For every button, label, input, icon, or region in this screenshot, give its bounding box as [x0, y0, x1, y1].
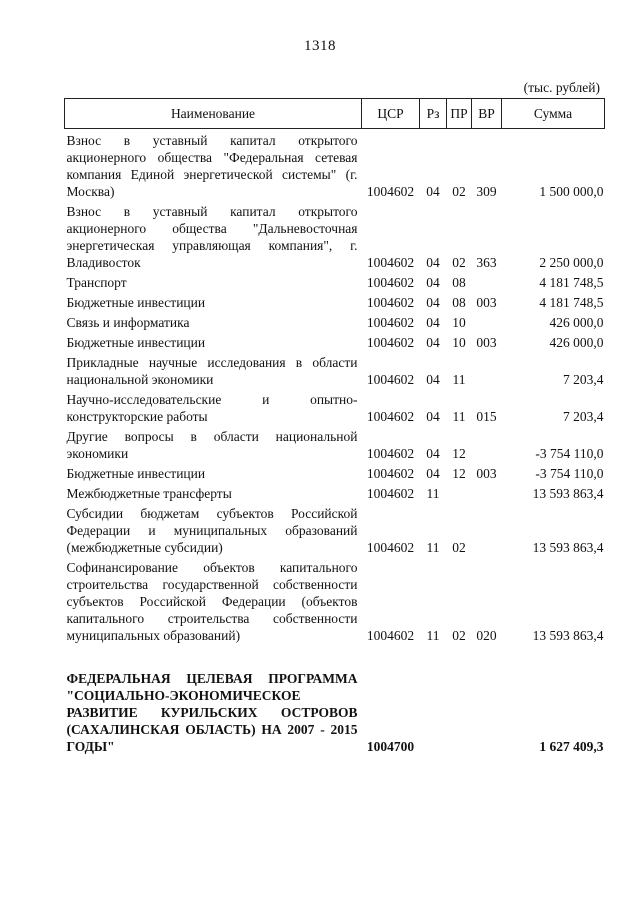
cell-name: Транспорт [66, 275, 127, 290]
cell-csr: 1004602 [366, 275, 415, 290]
cell-vr: 003 [476, 295, 497, 310]
cell-sum: 7 203,4 [563, 409, 604, 424]
cell-pr [447, 482, 472, 502]
budget-table [64, 98, 605, 755]
cell-rz: 04 [426, 184, 440, 199]
cell-name: Межбюджетные трансферты [66, 486, 232, 501]
cell-sum: 1 500 000,0 [539, 184, 604, 199]
cell-pr: 08 [452, 275, 466, 290]
cell-csr: 1004602 [366, 372, 415, 387]
table-row [65, 482, 605, 502]
cell-name: Субсидии бюджетам субъектов Российской Федерации и муниципальных образований (межбюджетные субсидии) [66, 506, 358, 555]
page-number: 1318 [304, 38, 336, 54]
cell-vr: 003 [476, 466, 497, 481]
cell-vr [472, 482, 502, 502]
cell-csr: 1004602 [366, 446, 415, 461]
cell-csr: 1004602 [366, 315, 415, 330]
cell-pr: 02 [452, 628, 466, 643]
cell-name: Софинансирование объектов капитального строительства государственной собственности субъектов Российской Федерации (объектов капитального строительства собственности муниципальных образований) [66, 560, 358, 643]
cell-vr [472, 311, 502, 331]
cell-rz [420, 644, 447, 755]
cell-name: ФЕДЕРАЛЬНАЯ ЦЕЛЕВАЯ ПРОГРАММА "СОЦИАЛЬНО-ЭКОНОМИЧЕСКОЕ РАЗВИТИЕ КУРИЛЬСКИХ ОСТРОВОВ (САХАЛИНСКАЯ ОБЛАСТЬ) НА 2007 - 2015 ГОДЫ" [66, 671, 358, 754]
cell-sum: 4 181 748,5 [539, 275, 604, 290]
table-row [65, 556, 605, 644]
cell-name: Бюджетные инвестиции [66, 466, 206, 481]
unit-note: (тыс. рублей) [523, 80, 600, 95]
cell-rz: 04 [426, 315, 440, 330]
table-row [65, 388, 605, 425]
cell-vr: 003 [476, 335, 497, 350]
cell-sum: 7 203,4 [563, 372, 604, 387]
table-row [65, 200, 605, 271]
cell-vr: 015 [476, 409, 497, 424]
cell-rz: 11 [426, 486, 440, 501]
cell-sum: 13 593 863,4 [532, 486, 604, 501]
cell-sum: 13 593 863,4 [532, 628, 604, 643]
cell-vr [472, 425, 502, 462]
header-vr: ВР [472, 99, 502, 129]
cell-sum: 426 000,0 [549, 315, 604, 330]
cell-csr: 1004602 [366, 540, 415, 555]
cell-vr: 309 [476, 184, 497, 199]
table-row [65, 351, 605, 388]
cell-vr [472, 502, 502, 556]
cell-pr: 02 [452, 540, 466, 555]
header-pr: ПР [447, 99, 472, 129]
cell-pr [447, 644, 472, 755]
cell-rz: 04 [426, 295, 440, 310]
cell-sum: 1 627 409,3 [539, 739, 604, 754]
cell-vr: 020 [476, 628, 497, 643]
cell-name: Другие вопросы в области национальной экономики [66, 429, 358, 461]
cell-sum: 2 250 000,0 [539, 255, 604, 270]
cell-vr [472, 271, 502, 291]
header-rz: Рз [420, 99, 447, 129]
table-row [65, 129, 605, 201]
cell-vr: 363 [476, 255, 497, 270]
cell-csr: 1004602 [366, 628, 415, 643]
cell-pr: 02 [452, 255, 466, 270]
cell-vr [472, 644, 502, 755]
table-row-program-total [65, 644, 605, 755]
table-row [65, 271, 605, 291]
cell-rz: 04 [426, 275, 440, 290]
header-csr: ЦСР [362, 99, 420, 129]
cell-rz: 04 [426, 466, 440, 481]
cell-pr: 11 [452, 409, 466, 424]
cell-csr: 1004602 [366, 184, 415, 199]
cell-name: Бюджетные инвестиции [66, 335, 206, 350]
cell-pr: 12 [452, 446, 466, 461]
cell-name: Прикладные научные исследования в области национальной экономики [66, 355, 358, 387]
cell-pr: 08 [452, 295, 466, 310]
table-row [65, 291, 605, 311]
header-name: Наименование [65, 99, 362, 129]
table-row [65, 502, 605, 556]
cell-pr: 10 [452, 335, 466, 350]
cell-sum: 4 181 748,5 [539, 295, 604, 310]
cell-rz: 04 [426, 335, 440, 350]
table-row [65, 425, 605, 462]
cell-pr: 11 [452, 372, 466, 387]
cell-name: Взнос в уставный капитал открытого акционерного общества "Федеральная сетевая компания Единой энергетической системы" (г. Москва) [66, 133, 358, 199]
cell-csr: 1004602 [366, 486, 415, 501]
cell-csr: 1004602 [366, 409, 415, 424]
cell-name: Научно-исследовательские и опытно-конструкторские работы [66, 392, 358, 424]
cell-sum: 13 593 863,4 [532, 540, 604, 555]
cell-name: Бюджетные инвестиции [66, 295, 206, 310]
cell-vr [472, 351, 502, 388]
cell-rz: 04 [426, 255, 440, 270]
table-row [65, 462, 605, 482]
cell-rz: 04 [426, 409, 440, 424]
cell-sum: 426 000,0 [549, 335, 604, 350]
header-sum: Сумма [502, 99, 605, 129]
cell-pr: 12 [452, 466, 466, 481]
table-row [65, 331, 605, 351]
cell-rz: 04 [426, 446, 440, 461]
cell-rz: 11 [426, 628, 440, 643]
cell-pr: 10 [452, 315, 466, 330]
cell-sum: -3 754 110,0 [535, 446, 604, 461]
cell-csr: 1004602 [366, 466, 415, 481]
table-body [65, 129, 605, 756]
table-header [65, 99, 605, 129]
cell-csr: 1004602 [366, 295, 415, 310]
cell-csr: 1004700 [366, 739, 415, 754]
cell-rz: 04 [426, 372, 440, 387]
cell-name: Взнос в уставный капитал открытого акционерного общества "Дальневосточная энергетическая управляющая компания", г. Владивосток [66, 204, 358, 270]
cell-rz: 11 [426, 540, 440, 555]
cell-csr: 1004602 [366, 335, 415, 350]
cell-sum: -3 754 110,0 [535, 466, 604, 481]
table-row [65, 311, 605, 331]
cell-name: Связь и информатика [66, 315, 190, 330]
cell-pr: 02 [452, 184, 466, 199]
cell-csr: 1004602 [366, 255, 415, 270]
